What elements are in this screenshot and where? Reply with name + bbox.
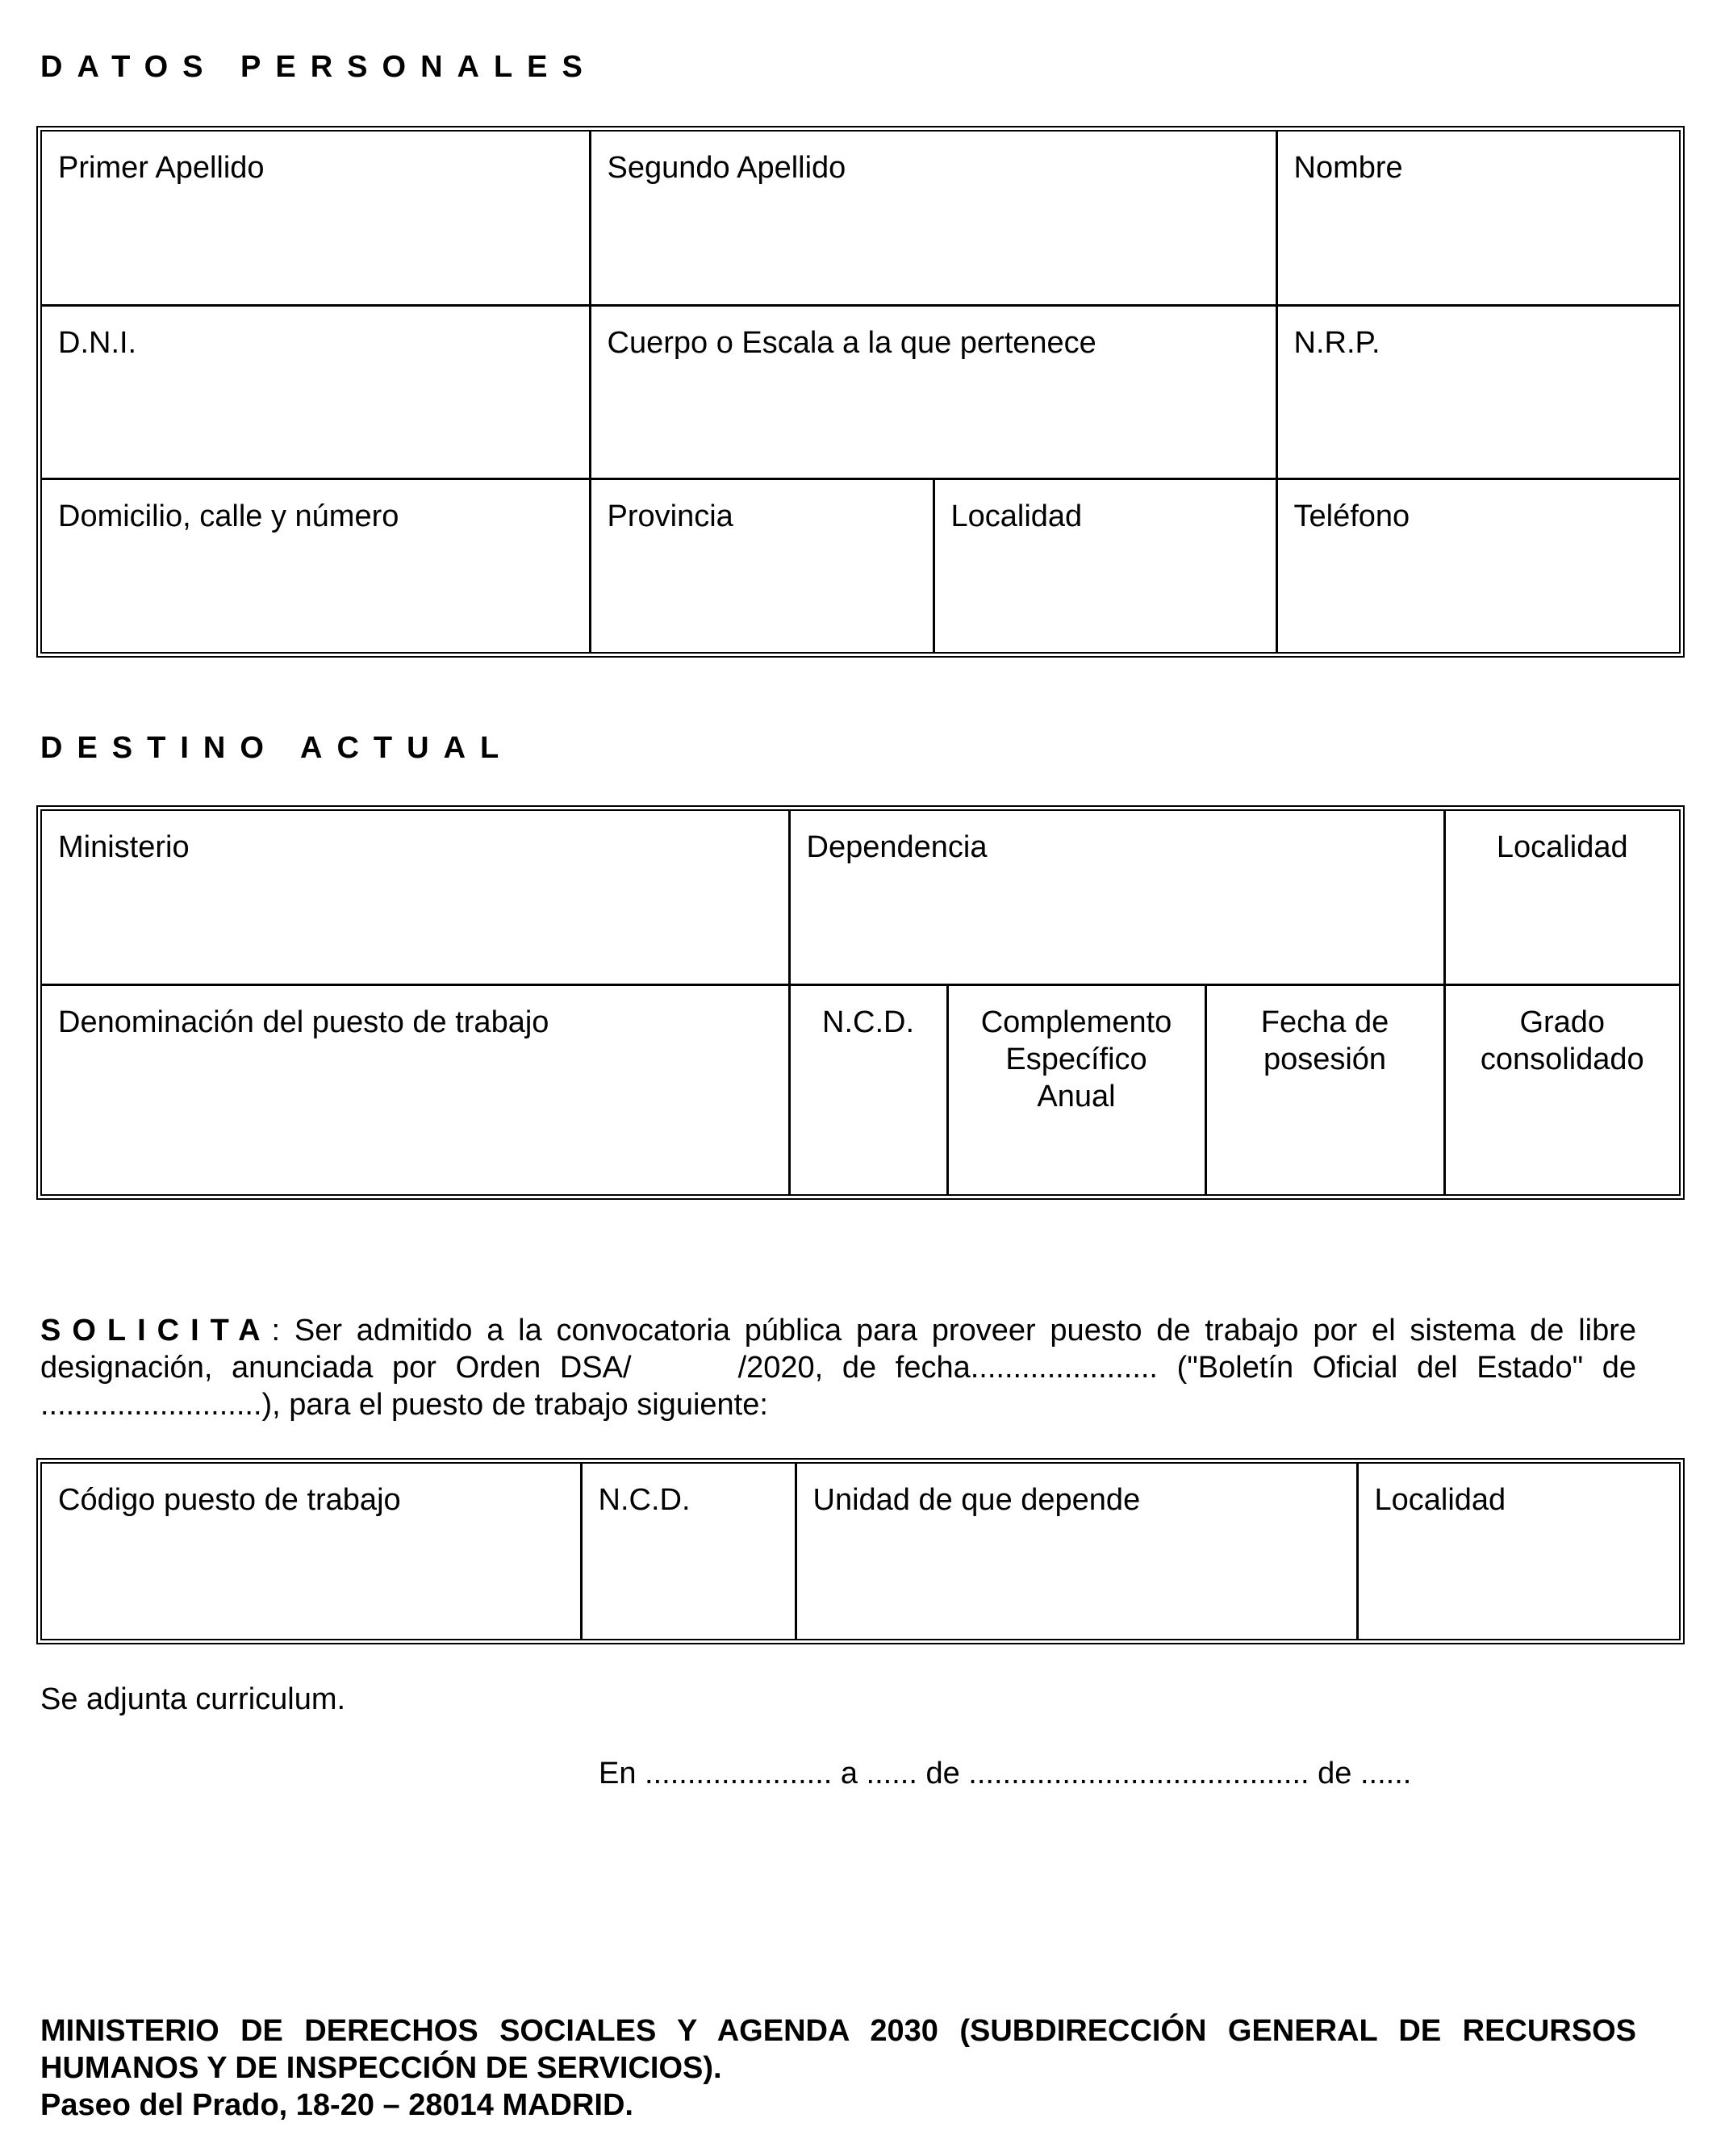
field-ncd-solicitado[interactable]: N.C.D. <box>581 1464 796 1639</box>
field-provincia[interactable]: Provincia <box>590 478 934 652</box>
field-ministerio[interactable]: Ministerio <box>42 811 789 984</box>
field-cuerpo-escala[interactable]: Cuerpo o Escala a la que pertenece <box>590 305 1276 478</box>
field-localidad[interactable]: Localidad <box>934 478 1276 652</box>
destino-actual-table <box>36 805 1685 1200</box>
adjunta-curriculum: Se adjunta curriculum. <box>40 1682 346 1716</box>
field-nrp[interactable]: N.R.P. <box>1276 305 1679 478</box>
field-complemento-especifico[interactable]: Complemento Específico Anual <box>947 984 1205 1194</box>
fecha-linea[interactable]: En ...................... a ...... de ........................................ de ...... <box>599 1757 1412 1790</box>
field-domicilio[interactable]: Domicilio, calle y número <box>42 478 590 652</box>
footer-ministerio: MINISTERIO DE DERECHOS SOCIALES Y AGENDA 2030 (SUBDIRECCIÓN GENERAL DE RECURSOS HUMANOS Y DE INSPECCIÓN DE SERVICIOS). <box>40 2014 1636 2085</box>
field-dni[interactable]: D.N.I. <box>42 305 590 478</box>
footer-address <box>40 2012 1636 2124</box>
section-title-destino-actual: DESTINO ACTUAL <box>40 731 514 765</box>
field-primer-apellido[interactable]: Primer Apellido <box>42 132 590 305</box>
section-title-datos-personales: DATOS PERSONALES <box>40 50 597 84</box>
solicita-text-2: /2020, de fecha...................... ("Boletín Oficial del Estado" de ..........................), para el puesto de trabajo siguiente: <box>40 1351 1637 1422</box>
field-fecha-posesion[interactable]: Fecha de posesión <box>1205 984 1444 1194</box>
datos-personales-table <box>36 126 1685 658</box>
puesto-solicitado-table <box>36 1458 1685 1644</box>
solicita-text-1: : Ser admitido a la convocatoria pública para proveer puesto de trabajo por el sistema de libre designación, anunciada por Orden DSA/ <box>40 1314 1636 1385</box>
field-ncd-actual[interactable]: N.C.D. <box>789 984 947 1194</box>
solicita-label: SOLICITA <box>40 1314 272 1348</box>
field-grado-consolidado[interactable]: Grado consolidado <box>1444 984 1679 1194</box>
field-denominacion-puesto[interactable]: Denominación del puesto de trabajo <box>42 984 789 1194</box>
field-codigo-puesto[interactable]: Código puesto de trabajo <box>42 1464 581 1639</box>
footer-direccion: Paseo del Prado, 18-20 – 28014 MADRID. <box>40 2088 633 2122</box>
field-nombre[interactable]: Nombre <box>1276 132 1679 305</box>
field-telefono[interactable]: Teléfono <box>1276 478 1679 652</box>
field-unidad-depende[interactable]: Unidad de que depende <box>796 1464 1357 1639</box>
field-localidad-solicitado[interactable]: Localidad <box>1357 1464 1679 1639</box>
field-dependencia[interactable]: Dependencia <box>789 811 1444 984</box>
solicita-paragraph <box>40 1312 1636 1423</box>
field-segundo-apellido[interactable]: Segundo Apellido <box>590 132 1276 305</box>
field-localidad-actual[interactable]: Localidad <box>1444 811 1679 984</box>
